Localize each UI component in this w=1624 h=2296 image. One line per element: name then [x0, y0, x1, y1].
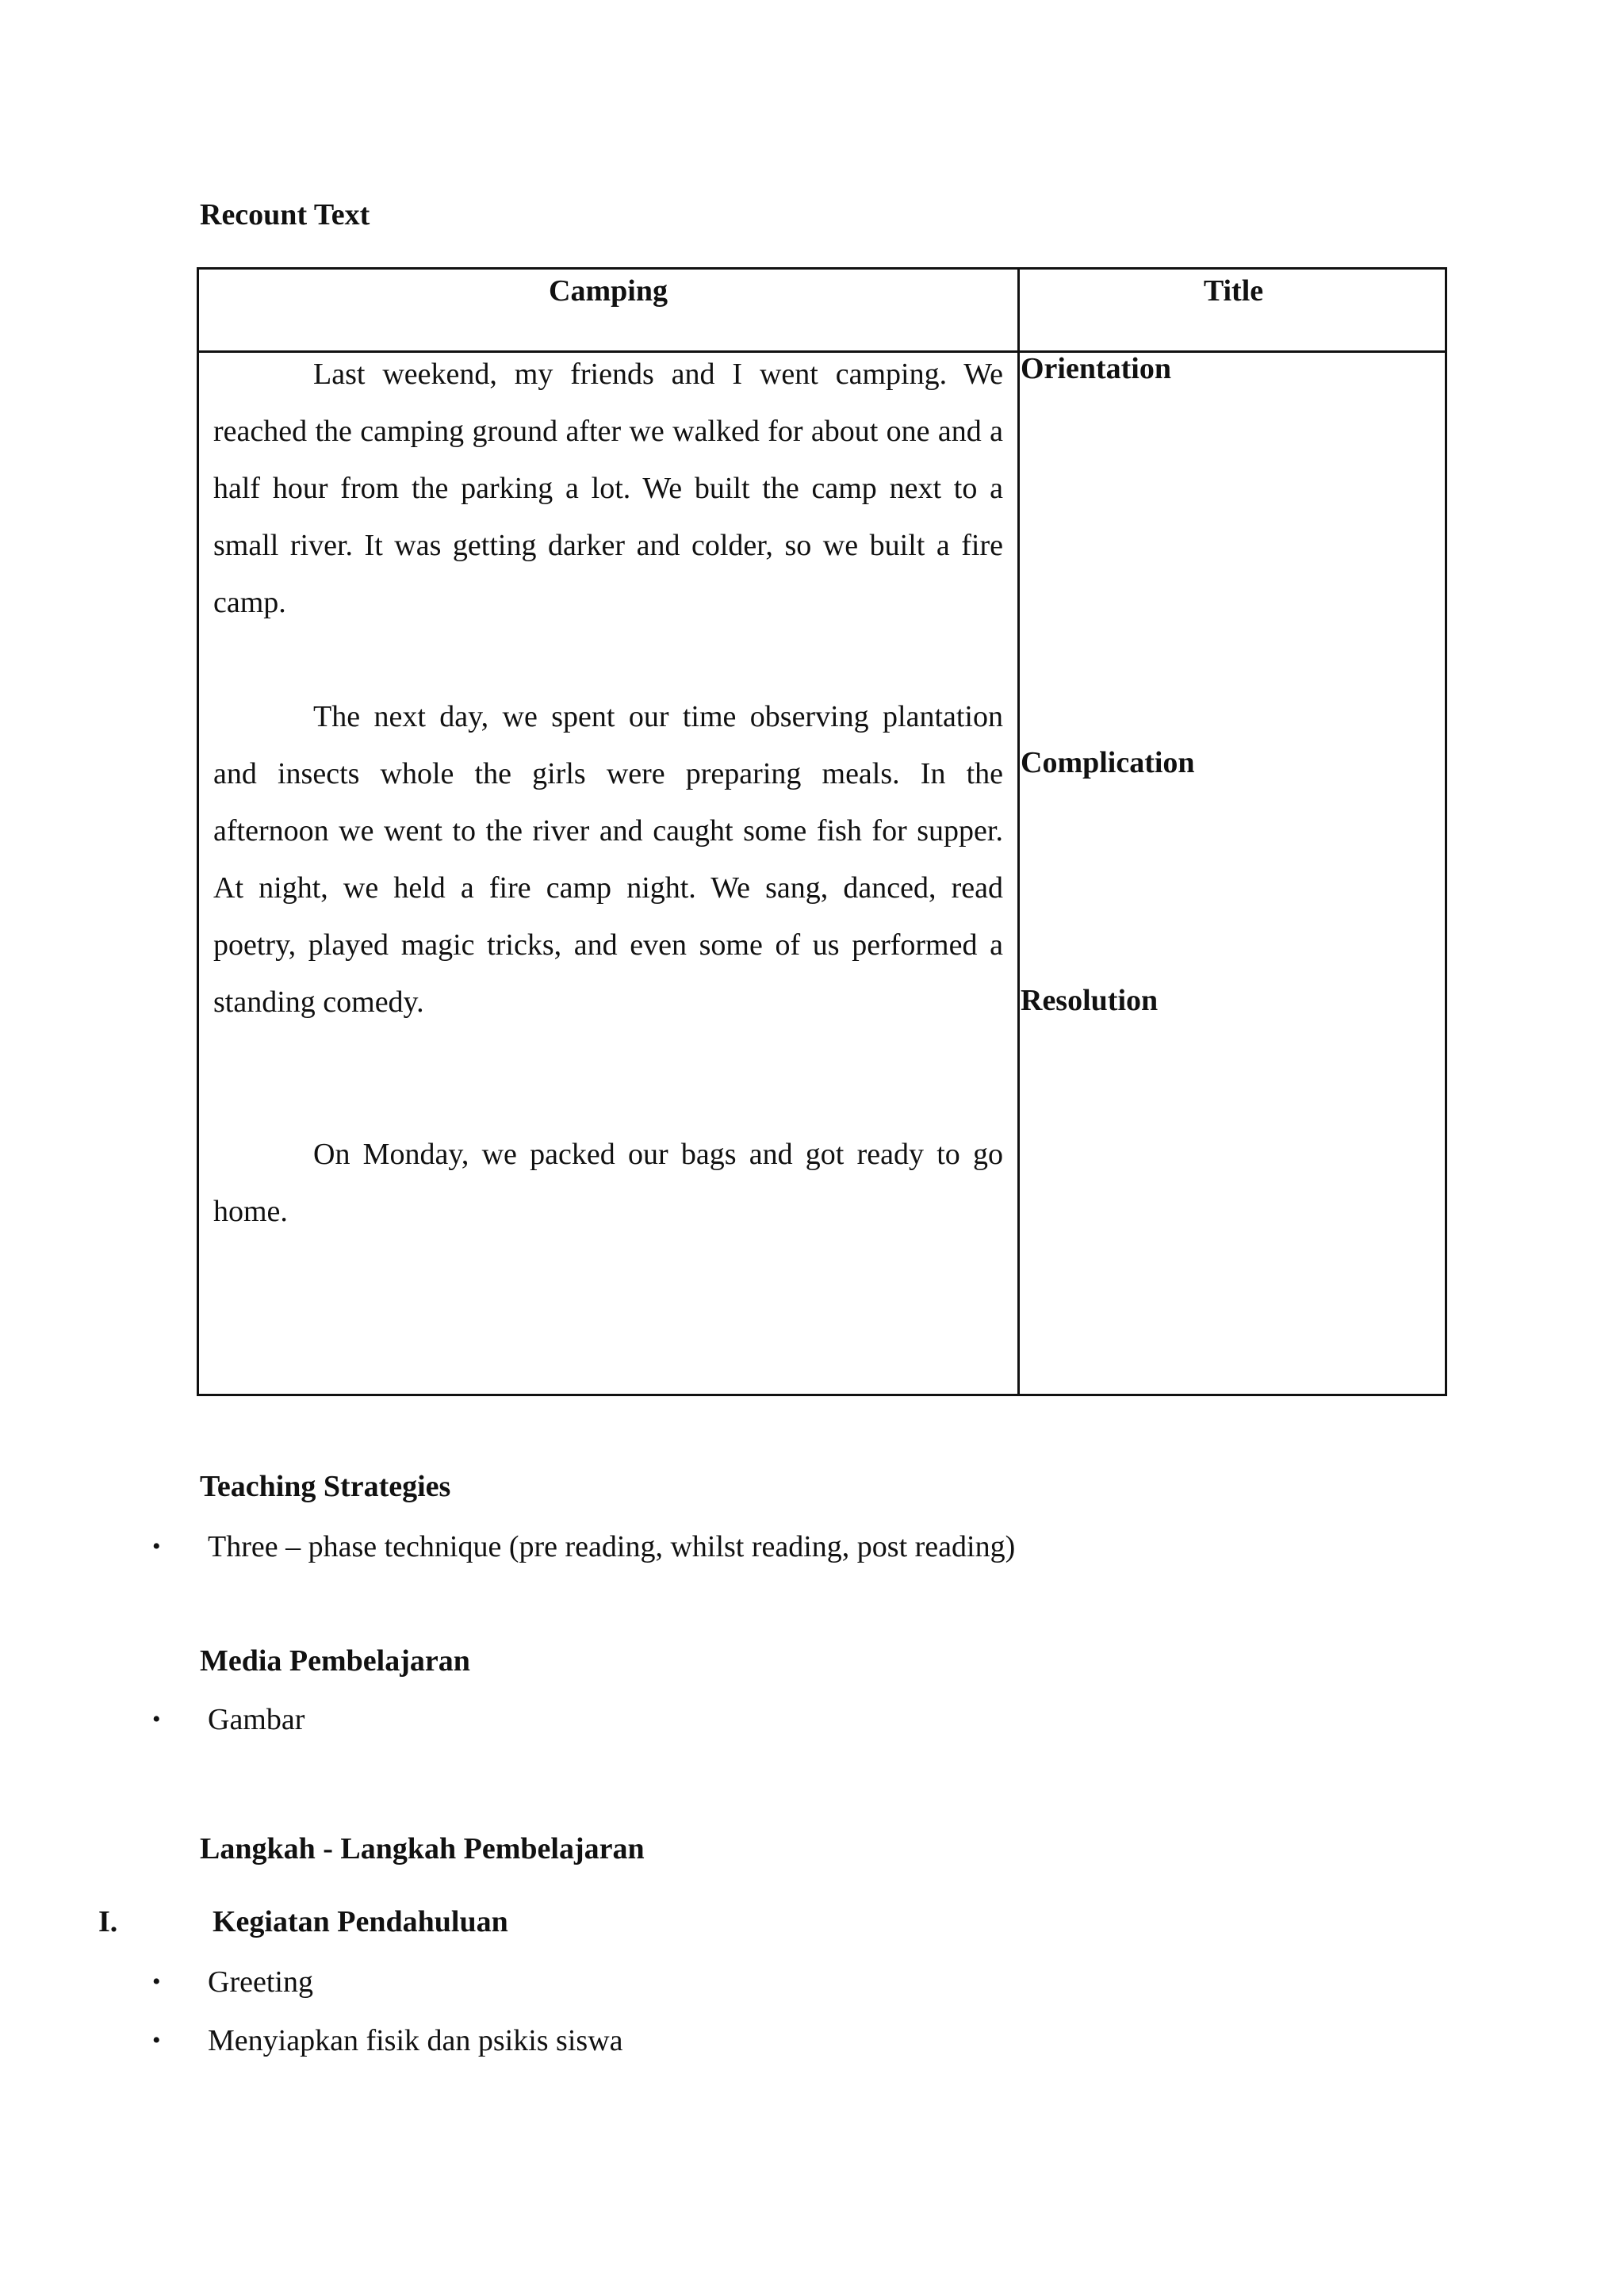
recount-table	[197, 267, 1447, 1396]
teaching-strategies-heading: Teaching Strategies	[200, 1470, 451, 1503]
list-item-text: Menyiapkan fisik dan psikis siswa	[208, 2024, 623, 2057]
media-heading: Media Pembelajaran	[200, 1644, 470, 1678]
list-item	[152, 2023, 623, 2058]
list-item	[152, 1702, 304, 1737]
kegiatan-pendahuluan-heading: Kegiatan Pendahuluan	[213, 1905, 508, 1938]
bullet-icon: •	[152, 2027, 161, 2053]
list-item-text: Three – phase technique (pre reading, whilst reading, post reading)	[208, 1530, 1016, 1563]
bullet-icon: •	[152, 1533, 161, 1559]
label-resolution: Resolution	[1021, 984, 1159, 1017]
table-column-divider	[1017, 270, 1020, 1394]
label-complication: Complication	[1021, 746, 1195, 779]
bullet-icon: •	[152, 1706, 161, 1732]
list-item-text: Greeting	[208, 1965, 313, 1999]
list-item	[152, 1529, 1015, 1564]
section-title: Recount Text	[200, 198, 370, 232]
bullet-icon: •	[152, 1969, 161, 1995]
roman-numeral: I.	[98, 1905, 118, 1938]
paragraph-orientation: Last weekend, my friends and I went camping. We reached the camping ground after we walked for about one and a half hour from the parking a lot. We built the camp next to a small river. It was getting darker and colder, so we built a fire camp.	[213, 358, 1003, 619]
list-item-text: Gambar	[208, 1703, 305, 1736]
label-orientation: Orientation	[1021, 352, 1171, 385]
steps-heading: Langkah - Langkah Pembelajaran	[200, 1832, 645, 1866]
table-header-title: Title	[1203, 274, 1264, 308]
table-header-camping: Camping	[549, 274, 668, 308]
list-item	[152, 1965, 313, 1999]
paragraph-resolution: On Monday, we packed our bags and got ready to go home.	[213, 1138, 1003, 1228]
paragraph-complication: The next day, we spent our time observing plantation and insects whole the girls were preparing meals. In the afternoon we went to the river and caught some fish for supper. At night, we held a fire camp night. We sang, danced, read poetry, played magic tricks, and even some of us performed a standing comedy.	[213, 700, 1003, 1019]
